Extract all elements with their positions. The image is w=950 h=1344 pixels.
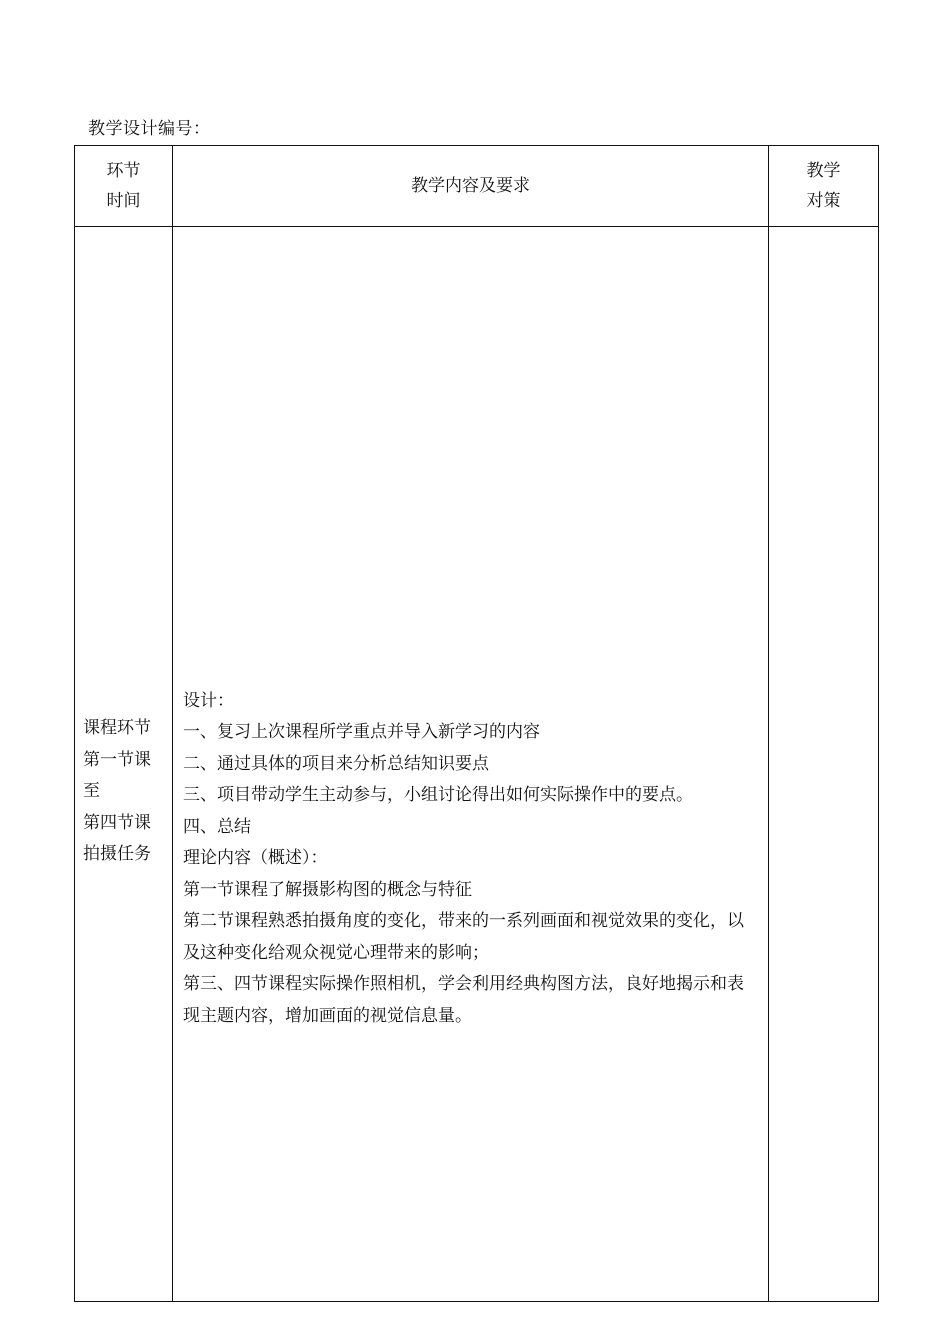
content-line: 三、项目带动学生主动参与，小组讨论得出如何实际操作中的要点。 [183, 785, 693, 806]
content-line: 一、复习上次课程所学重点并导入新学习的内容 [183, 722, 540, 743]
strategy-cell [769, 227, 879, 1302]
header-content-label: 教学内容及要求 [411, 176, 530, 196]
content-line: 第一节课程了解摄影构图的概念与特征 [183, 879, 472, 900]
lesson-plan-table [74, 145, 879, 1302]
section-line: 至 [83, 781, 100, 802]
header-stage-time [75, 146, 173, 227]
header-time-label: 时间 [106, 191, 141, 211]
content-cell [173, 227, 769, 1302]
content-line: 第三、四节课程实际操作照相机，学会利用经典构图方法，良好地揭示和表现主题内容，增加画面的视觉信息量。 [183, 974, 744, 1026]
section-line: 第四节课 [83, 812, 151, 833]
content-line: 四、总结 [183, 816, 251, 837]
content-line: 第二节课程熟悉拍摄角度的变化，带来的一系列画面和视觉效果的变化，以及这种变化给观众视觉心理带来的影响； [183, 911, 744, 963]
section-line: 课程环节 [83, 718, 151, 739]
header-strategy-label: 对策 [806, 191, 841, 211]
header-teaching-label: 教学 [806, 161, 841, 181]
section-line: 第一节课 [83, 749, 151, 770]
header-content [173, 146, 769, 227]
table-header-row [75, 146, 879, 227]
content-line: 理论内容（概述）： [183, 848, 328, 869]
design-number-label: 教学设计编号： [88, 119, 211, 139]
section-line: 拍摄任务 [83, 844, 151, 865]
content-line: 设计： [183, 690, 234, 711]
content-line: 二、通过具体的项目来分析总结知识要点 [183, 753, 489, 774]
table-body-row [75, 227, 879, 1302]
section-cell [75, 227, 173, 1302]
header-strategy [769, 146, 879, 227]
header-stage-label: 环节 [106, 161, 141, 181]
